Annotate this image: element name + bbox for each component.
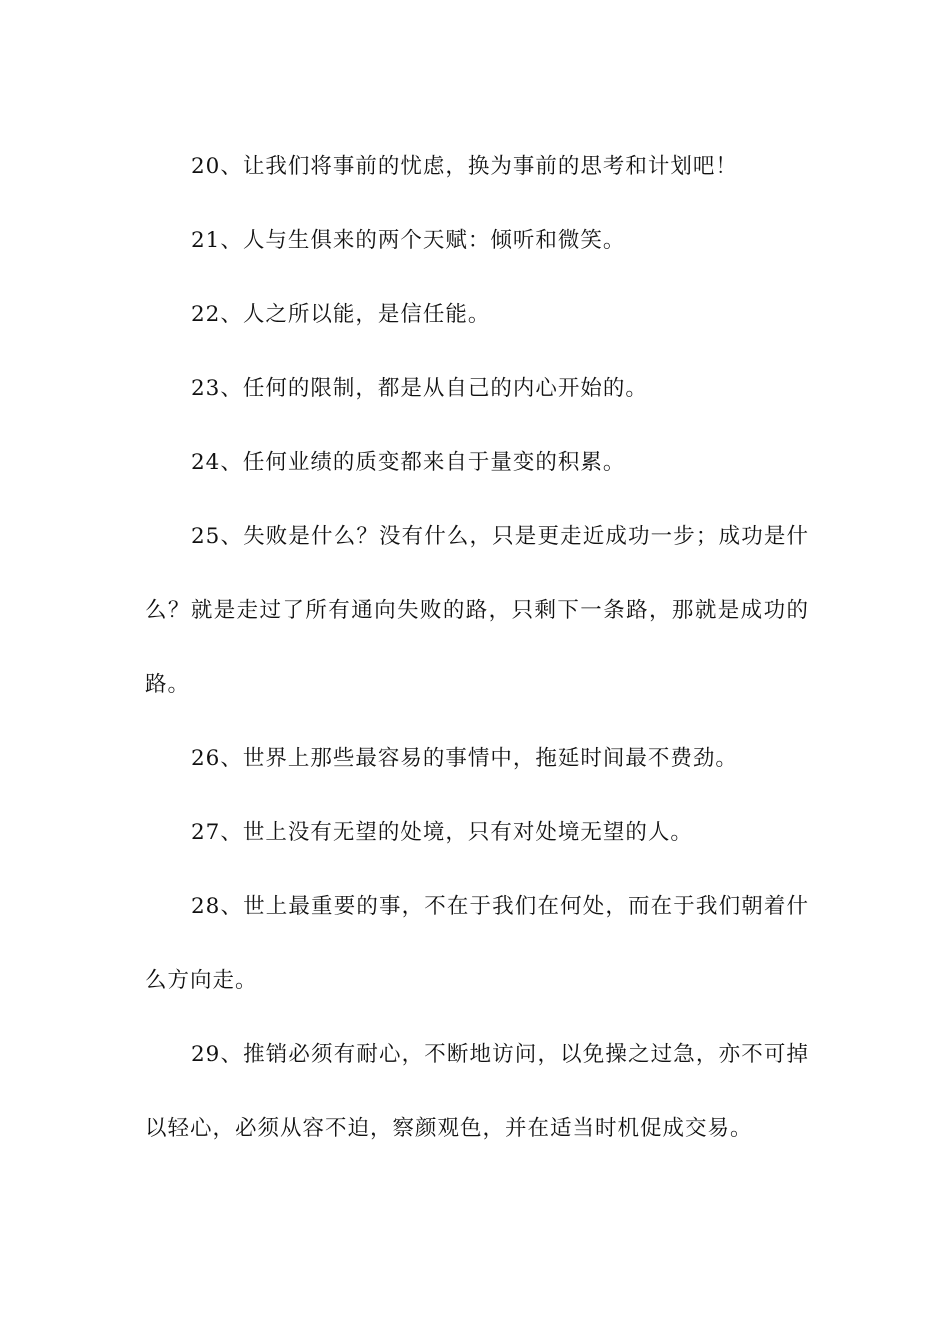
paragraph-22: 22、人之所以能，是信任能。 bbox=[191, 302, 491, 327]
document-body bbox=[145, 130, 809, 1166]
paragraph-29: 29、推销必须有耐心，不断地访问，以免操之过急，亦不可掉以轻心，必须从容不迫，察颜观色，并在适当时机促成交易。 bbox=[145, 1042, 809, 1141]
paragraph-27: 27、世上没有无望的处境，只有对处境无望的人。 bbox=[191, 820, 693, 845]
paragraph-25: 25、失败是什么？没有什么，只是更走近成功一步；成功是什么？就是走过了所有通向失败的路，只剩下一条路，那就是成功的路。 bbox=[145, 524, 809, 697]
paragraph-23: 23、任何的限制，都是从自己的内心开始的。 bbox=[191, 376, 648, 401]
paragraph-20: 20、让我们将事前的忧虑，换为事前的思考和计划吧！ bbox=[191, 154, 738, 179]
paragraph-28: 28、世上最重要的事，不在于我们在何处，而在于我们朝着什么方向走。 bbox=[145, 894, 809, 993]
paragraph-24: 24、任何业绩的质变都来自于量变的积累。 bbox=[191, 450, 626, 475]
paragraph-26: 26、世界上那些最容易的事情中，拖延时间最不费劲。 bbox=[191, 746, 738, 771]
paragraph-21: 21、人与生俱来的两个天赋：倾听和微笑。 bbox=[191, 228, 626, 253]
